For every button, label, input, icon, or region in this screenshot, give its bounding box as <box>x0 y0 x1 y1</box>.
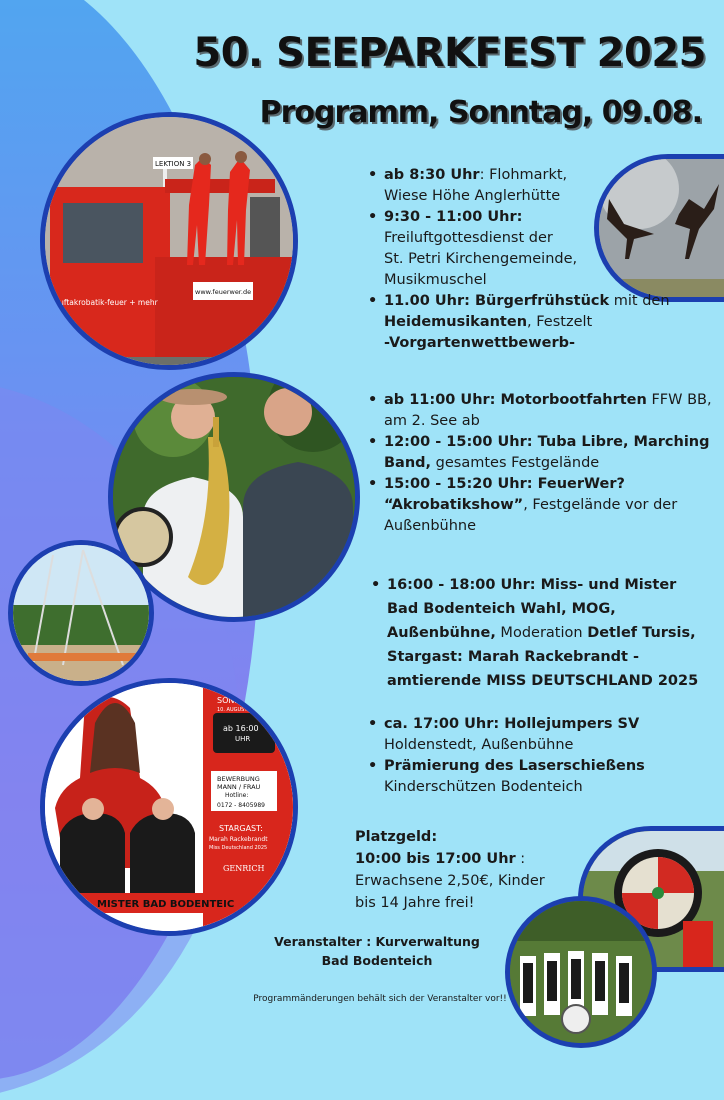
fee-line1: Erwachsene 2,50€, Kinder <box>355 873 545 889</box>
poster-time-b: UHR <box>235 735 251 743</box>
photo-marching-band <box>505 896 657 1048</box>
band-illustration <box>510 901 652 1043</box>
program-item: • Prämierung des Laserschießens Kinderschützen Bodenteich <box>368 756 645 798</box>
poster-brand: GENRICH <box>223 864 265 873</box>
page-subtitle: Programm, Sonntag, 09.08. <box>259 95 702 130</box>
poster-phone: 0172 - 8405989 <box>217 802 265 809</box>
program-list <box>368 165 670 354</box>
fee-label: Platzgeld: <box>355 829 438 845</box>
program-item: • 11.00 Uhr: Bürgerfrühstück mit den Heidemusikanten, Festzelt -Vorgartenwettbewerb- <box>368 291 670 354</box>
truck-sign-text: LEKTION 3 <box>155 160 192 168</box>
program-item: • ca. 17:00 Uhr: Hollejumpers SV Holdenstedt, Außenbühne <box>368 714 645 756</box>
program-list-2 <box>368 390 712 537</box>
poster-hotline: Hotline: <box>225 792 249 799</box>
photo-miss-mister-poster <box>40 678 298 936</box>
poster-bew-a: BEWERBUNG <box>217 775 260 783</box>
poster-label-a: SONN <box>217 696 241 705</box>
poster-label-b: 10. AUGUST <box>217 707 248 713</box>
photo-playground <box>8 540 154 686</box>
poster-star-name: Marah Rackebrandt <box>209 836 268 843</box>
organizer-line2: Bad Bodenteich <box>321 953 433 968</box>
program-item: • 9:30 - 11:00 Uhr: Freiluftgottesdienst der St. Petri Kirchengemeinde, Musikmuschel <box>368 207 670 291</box>
truck-url-text: www.feuerwer.de <box>195 288 252 296</box>
truck-side-text: luftakrobatik-feuer + mehr <box>57 298 158 307</box>
fee-line2: bis 14 Jahre frei! <box>355 895 475 911</box>
poster-bew-b: MANN / FRAU <box>217 783 261 791</box>
poster-star-title: Miss Deutschland 2025 <box>209 845 268 851</box>
program-item: • ab 8:30 Uhr: Flohmarkt, Wiese Höhe Anglerhütte <box>368 165 670 207</box>
musicians-illustration <box>113 377 355 617</box>
poster-time-a: ab 16:00 <box>223 724 259 733</box>
poster-illustration <box>45 683 293 931</box>
organizer-line1: Veranstalter : Kurverwaltung <box>274 934 480 949</box>
program-item: • ab 11:00 Uhr: Motorbootfahrten FFW BB, am 2. See ab <box>368 390 712 432</box>
poster-star: STARGAST: <box>219 824 263 833</box>
photo-fire-truck <box>40 112 298 370</box>
fee-hours: 10:00 bis 17:00 Uhr <box>355 851 516 867</box>
poster-banner: MISTER BAD BODENTEIC <box>97 899 235 910</box>
playground-illustration <box>13 545 149 681</box>
organizer <box>262 932 492 970</box>
program-list-3 <box>371 573 698 693</box>
program-item: • 15:00 - 15:20 Uhr: FeuerWer? “Akrobatikshow”, Festgelände vor der Außenbühne <box>368 474 712 537</box>
program-item: • 16:00 - 18:00 Uhr: Miss- und Mister Bad Bodenteich Wahl, MOG, Außenbühne, Moderation Detlef Tursis, Stargast: Marah Rackebrandt - amtierende MISS DEUTSCHLAND 2025 <box>371 573 698 693</box>
program-change-note: Programmänderungen behält sich der Veranstalter vor!! <box>253 994 507 1004</box>
fire-truck-illustration <box>45 117 293 365</box>
program-list-4 <box>368 714 645 798</box>
fee-info: Platzgeld: 10:00 bis 17:00 Uhr : Erwachsene 2,50€, Kinder bis 14 Jahre frei! <box>355 829 545 911</box>
program-item: • 12:00 - 15:00 Uhr: Tuba Libre, Marching Band, gesamtes Festgelände <box>368 432 712 474</box>
page-title: 50. SEEPARKFEST 2025 <box>193 30 706 76</box>
